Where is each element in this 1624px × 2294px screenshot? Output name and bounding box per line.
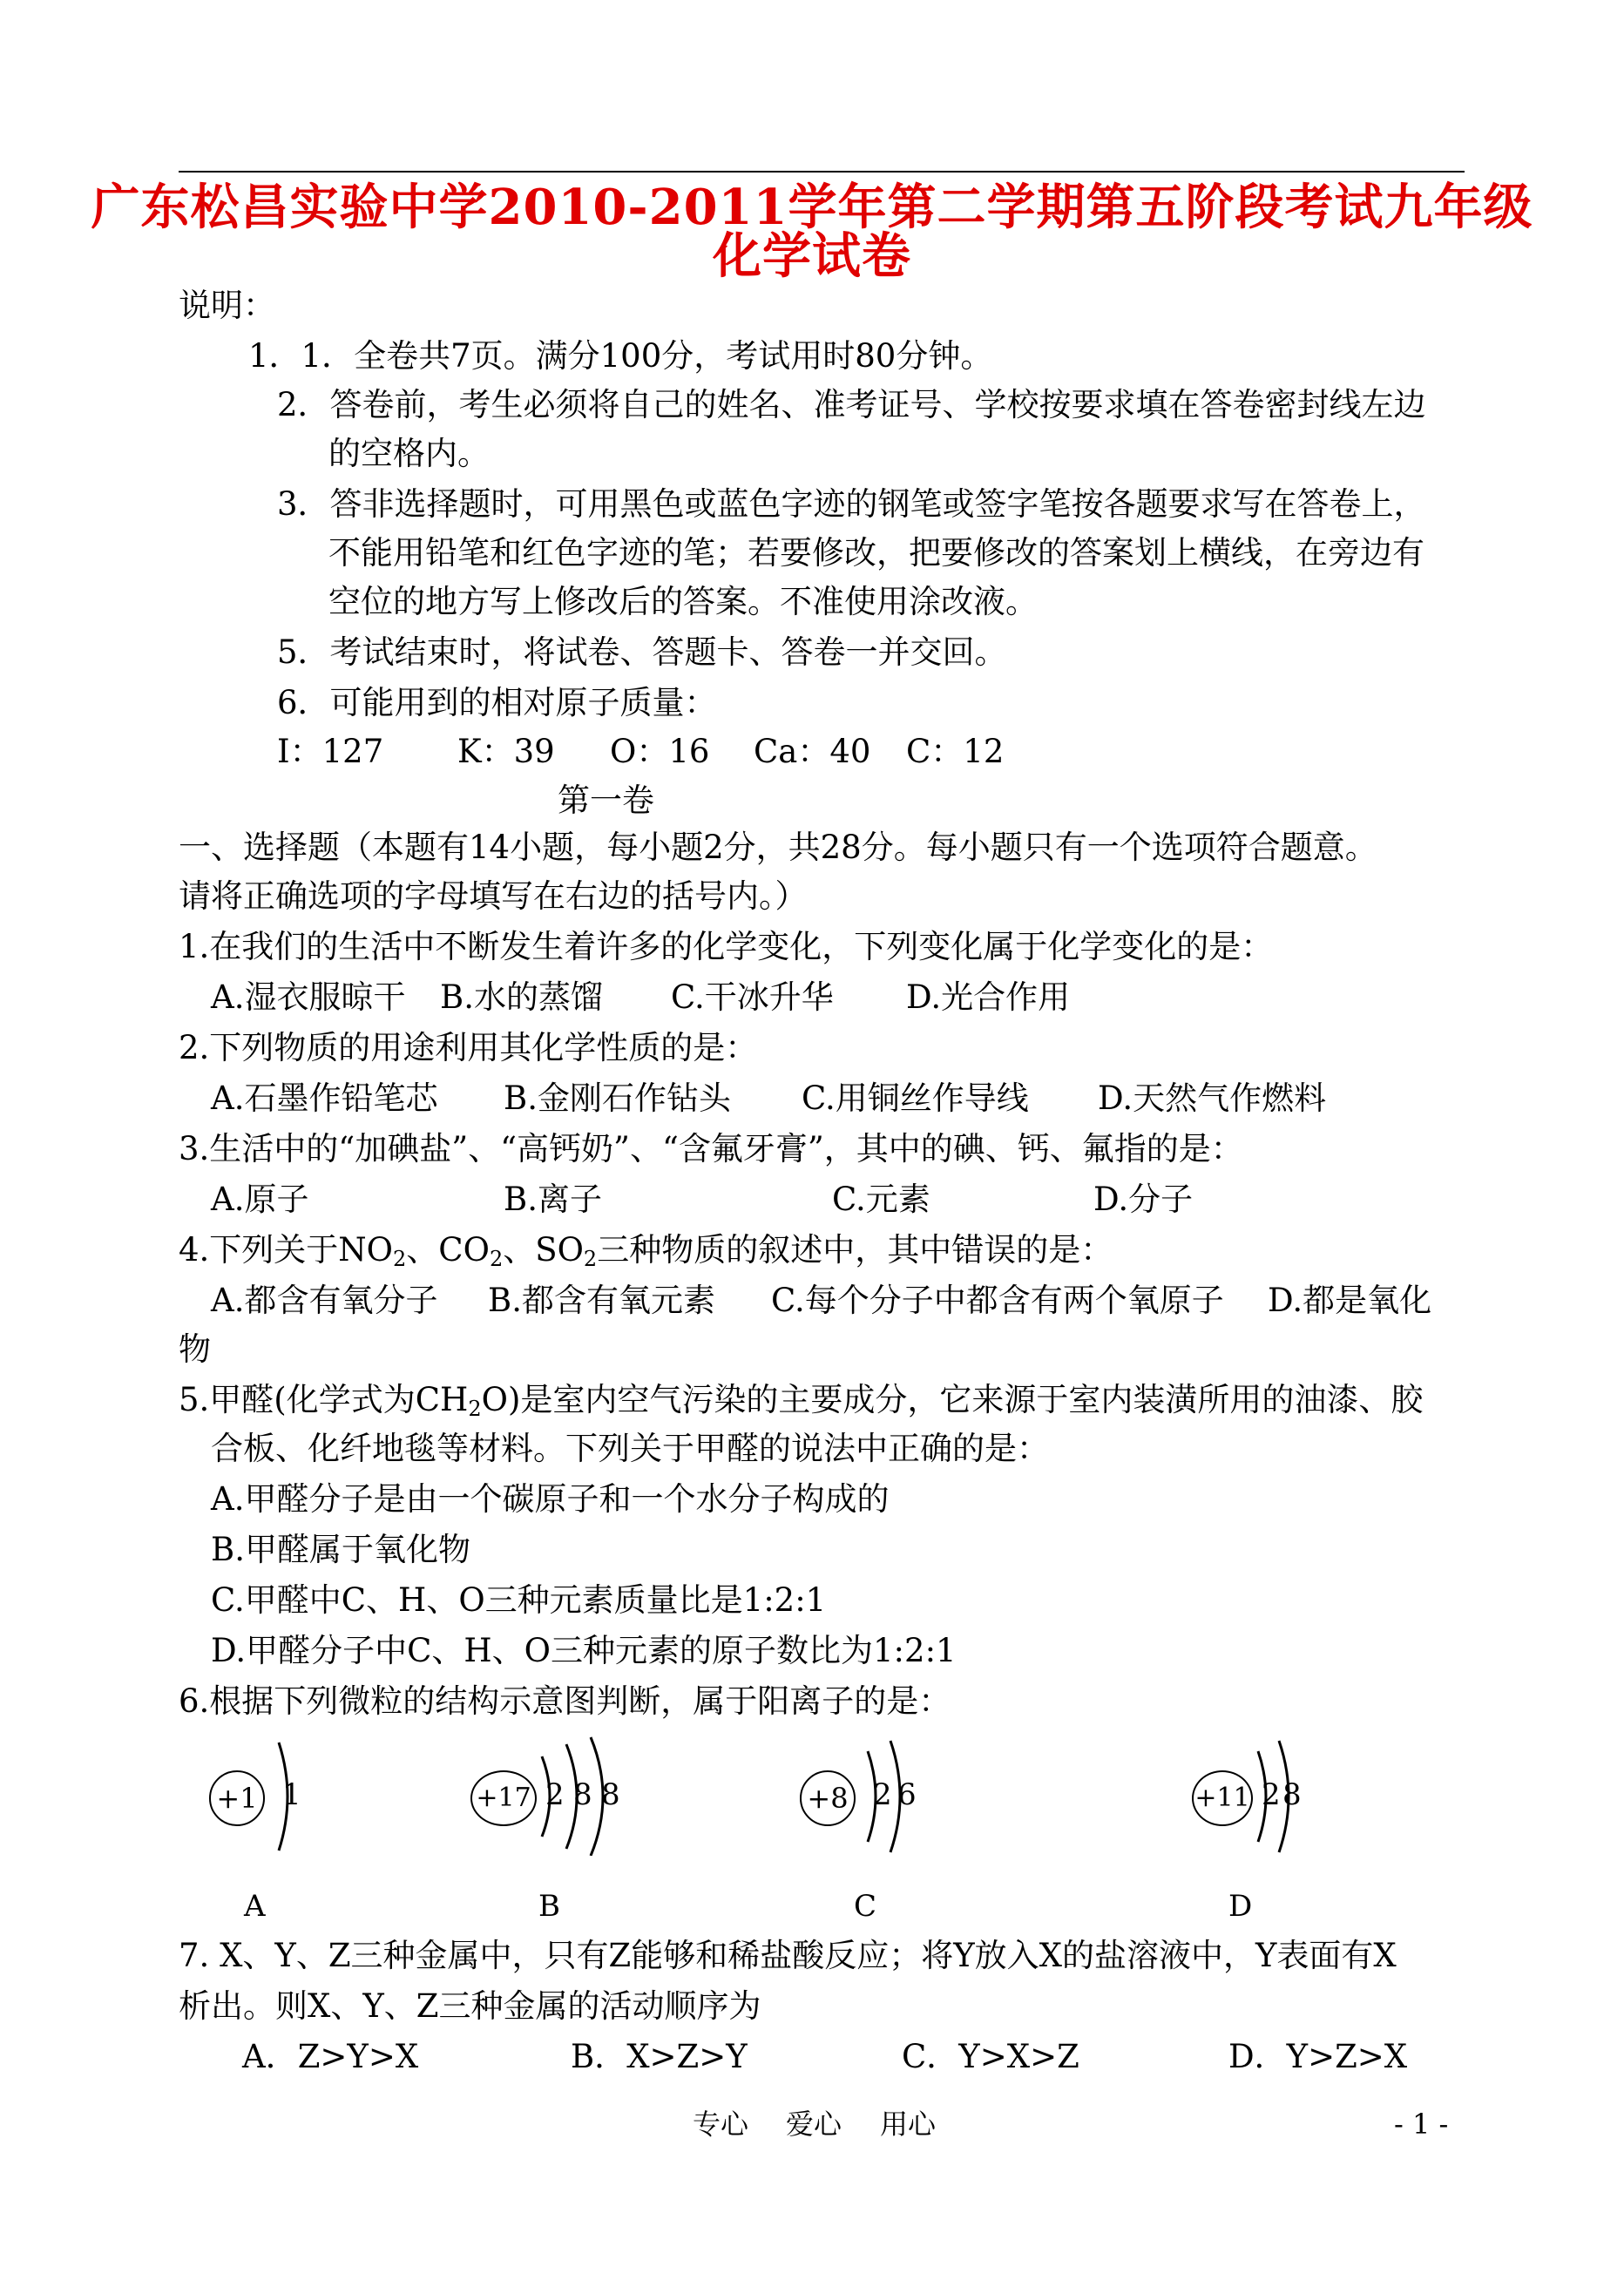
nucleus: +11	[1192, 1770, 1253, 1826]
instruction-6: 6．可能用到的相对原子质量：	[277, 684, 717, 721]
nucleus: +17	[470, 1770, 537, 1826]
q5-stem	[179, 1380, 1423, 1420]
q7-option-b: B．X>Z>Y	[571, 2038, 748, 2075]
exam-title-line2: 化学试卷	[713, 227, 911, 285]
q4-subscript: 2	[583, 1247, 598, 1271]
q6-stem: 6.根据下列微粒的结构示意图判断，属于阳离子的是：	[179, 1682, 951, 1720]
particle-label-b: B	[538, 1889, 560, 1924]
q4-subscript: 2	[393, 1247, 407, 1271]
q4-option-b: B.都含有氧元素	[488, 1282, 715, 1319]
q4-subscript: 2	[489, 1247, 504, 1271]
q2-option-c: C.用铜丝作导线	[802, 1079, 1029, 1117]
q5-option-d: D.甲醛分子中C、H、O三种元素的原子数比为1:2:1	[211, 1632, 957, 1669]
nucleus: +8	[800, 1770, 856, 1826]
q4-stem-suffix: 三种物质的叙述中，其中错误的是：	[597, 1231, 1113, 1269]
atom-diagram-b	[470, 1734, 802, 1856]
q4-stem-prefix: 4.下列关于NO	[179, 1231, 394, 1269]
shell-electrons: 2	[1262, 1777, 1281, 1812]
particle-label-d: D	[1228, 1889, 1253, 1924]
q7-option-a: A．Z>Y>X	[242, 2038, 419, 2075]
q2-stem: 2.下列物质的用途利用其化学性质的是：	[179, 1029, 758, 1066]
atomic-mass-Ca: Ca：40	[754, 733, 871, 770]
shell-electrons: 2	[873, 1777, 892, 1812]
q7-option-d: D．Y>Z>X	[1228, 2038, 1408, 2075]
instruction-5: 5．考试结束时，将试卷、答题卡、答卷一并交回。	[277, 633, 1007, 671]
q5-stem-cont: 合板、化纤地毯等材料。下列关于甲醛的说法中正确的是：	[211, 1430, 1049, 1467]
q5-stem-prefix: 5.甲醛(化学式为CH	[179, 1381, 469, 1418]
q3-option-a: A.原子	[211, 1181, 309, 1218]
page-number: - 1 -	[1394, 2108, 1449, 2141]
section-heading-cont: 请将正确选项的字母填写在右边的括号内。）	[179, 877, 808, 915]
q7-stem: 7. X、Y、Z三种金属中，只有Z能够和稀盐酸反应；将Y放入X的盐溶液中，Y表面有X	[179, 1937, 1397, 1974]
shell-electrons: 8	[573, 1777, 592, 1812]
volume-label: 第一卷	[558, 782, 654, 819]
q4-stem	[179, 1230, 1113, 1270]
instruction-3-cont1: 不能用铅笔和红色字迹的笔；若要修改，把要修改的答案划上横线，在旁边有	[328, 534, 1424, 572]
q2-option-a: A.石墨作铅笔芯	[211, 1079, 438, 1117]
q1-option-a: A.湿衣服晾干	[211, 978, 406, 1016]
q1-stem: 1.在我们的生活中不断发生着许多的化学变化，下列变化属于化学变化的是：	[179, 928, 1274, 965]
shell-electrons: 1	[282, 1777, 301, 1812]
q1-option-b: B.水的蒸馏	[440, 978, 603, 1016]
q2-option-d: D.天然气作燃料	[1098, 1079, 1327, 1117]
q4-stem-mid2: 、SO	[503, 1231, 584, 1269]
q7-stem-cont: 析出。则X、Y、Z三种金属的活动顺序为	[179, 1987, 761, 2025]
atomic-mass-O: O：16	[610, 733, 710, 770]
exam-title-line1: 广东松昌实验中学2010-2011学年第二学期第五阶段考试九年级	[91, 179, 1533, 236]
q4-option-d: D.都是氧化	[1268, 1282, 1432, 1319]
shell-electrons: 8	[601, 1777, 620, 1812]
q1-option-d: D.光合作用	[906, 978, 1071, 1016]
particle-label-a: A	[244, 1889, 266, 1924]
q3-option-b: B.离子	[504, 1181, 602, 1218]
section-heading: 一、选择题（本题有14小题，每小题2分，共28分。每小题只有一个选项符合题意。	[179, 829, 1377, 866]
instruction-1: 1．1．全卷共7页。满分100分，考试用时80分钟。	[248, 337, 993, 375]
q5-option-b: B.甲醛属于氧化物	[211, 1531, 470, 1568]
q4-option-d-wrap: 物	[179, 1330, 211, 1368]
q4-stem-mid1: 、CO	[406, 1231, 490, 1269]
q4-option-c: C.每个分子中都含有两个氧原子	[771, 1282, 1224, 1319]
instruction-2-cont: 的空格内。	[328, 435, 490, 472]
q5-subscript: 2	[468, 1397, 482, 1421]
q5-stem-suffix: O)是室内空气污染的主要成分，它来源于室内装潢所用的油漆、胶	[481, 1381, 1424, 1418]
q2-option-b: B.金刚石作钻头	[504, 1079, 731, 1117]
q7-option-c: C．Y>X>Z	[902, 2038, 1079, 2075]
q3-option-d: D.分子	[1093, 1181, 1194, 1218]
instruction-3: 3．答非选择题时，可用黑色或蓝色字迹的钢笔或签字笔按各题要求写在答卷上，	[277, 485, 1426, 523]
instructions-heading: 说明：	[179, 287, 275, 324]
particle-label-c: C	[854, 1889, 877, 1924]
footer-motto-2: 爱心	[786, 2108, 842, 2141]
shell-electrons: 6	[897, 1777, 917, 1812]
instruction-2: 2．答卷前，考生必须将自己的姓名、准考证号、学校按要求填在答卷密封线左边	[277, 386, 1426, 423]
q5-option-c: C.甲醛中C、H、O三种元素质量比是1:2:1	[211, 1581, 827, 1619]
shell-electrons: 2	[545, 1777, 565, 1812]
instruction-3-cont2: 空位的地方写上修改后的答案。不准使用涂改液。	[328, 583, 1038, 620]
q3-option-c: C.元素	[832, 1181, 930, 1218]
q3-stem: 3.生活中的“加碘盐”、“高钙奶”、“含氟牙膏”，其中的碘、钙、氟指的是：	[179, 1130, 1243, 1167]
nucleus: +1	[209, 1770, 265, 1826]
footer-motto-1: 专心	[693, 2108, 749, 2141]
q1-option-c: C.干冰升华	[671, 978, 834, 1016]
footer-motto-3: 用心	[880, 2108, 937, 2141]
atomic-mass-K: K：39	[457, 733, 555, 770]
q5-option-a: A.甲醛分子是由一个碳原子和一个水分子构成的	[211, 1480, 890, 1518]
atomic-mass-C: C：12	[906, 733, 1005, 770]
q4-option-a: A.都含有氧分子	[211, 1282, 438, 1319]
atom-diagram-c	[800, 1734, 1131, 1856]
top-rule	[179, 171, 1465, 173]
atom-diagram-d	[1192, 1734, 1523, 1856]
atomic-mass-I: I：127	[277, 733, 384, 770]
shell-electrons: 8	[1282, 1777, 1302, 1812]
